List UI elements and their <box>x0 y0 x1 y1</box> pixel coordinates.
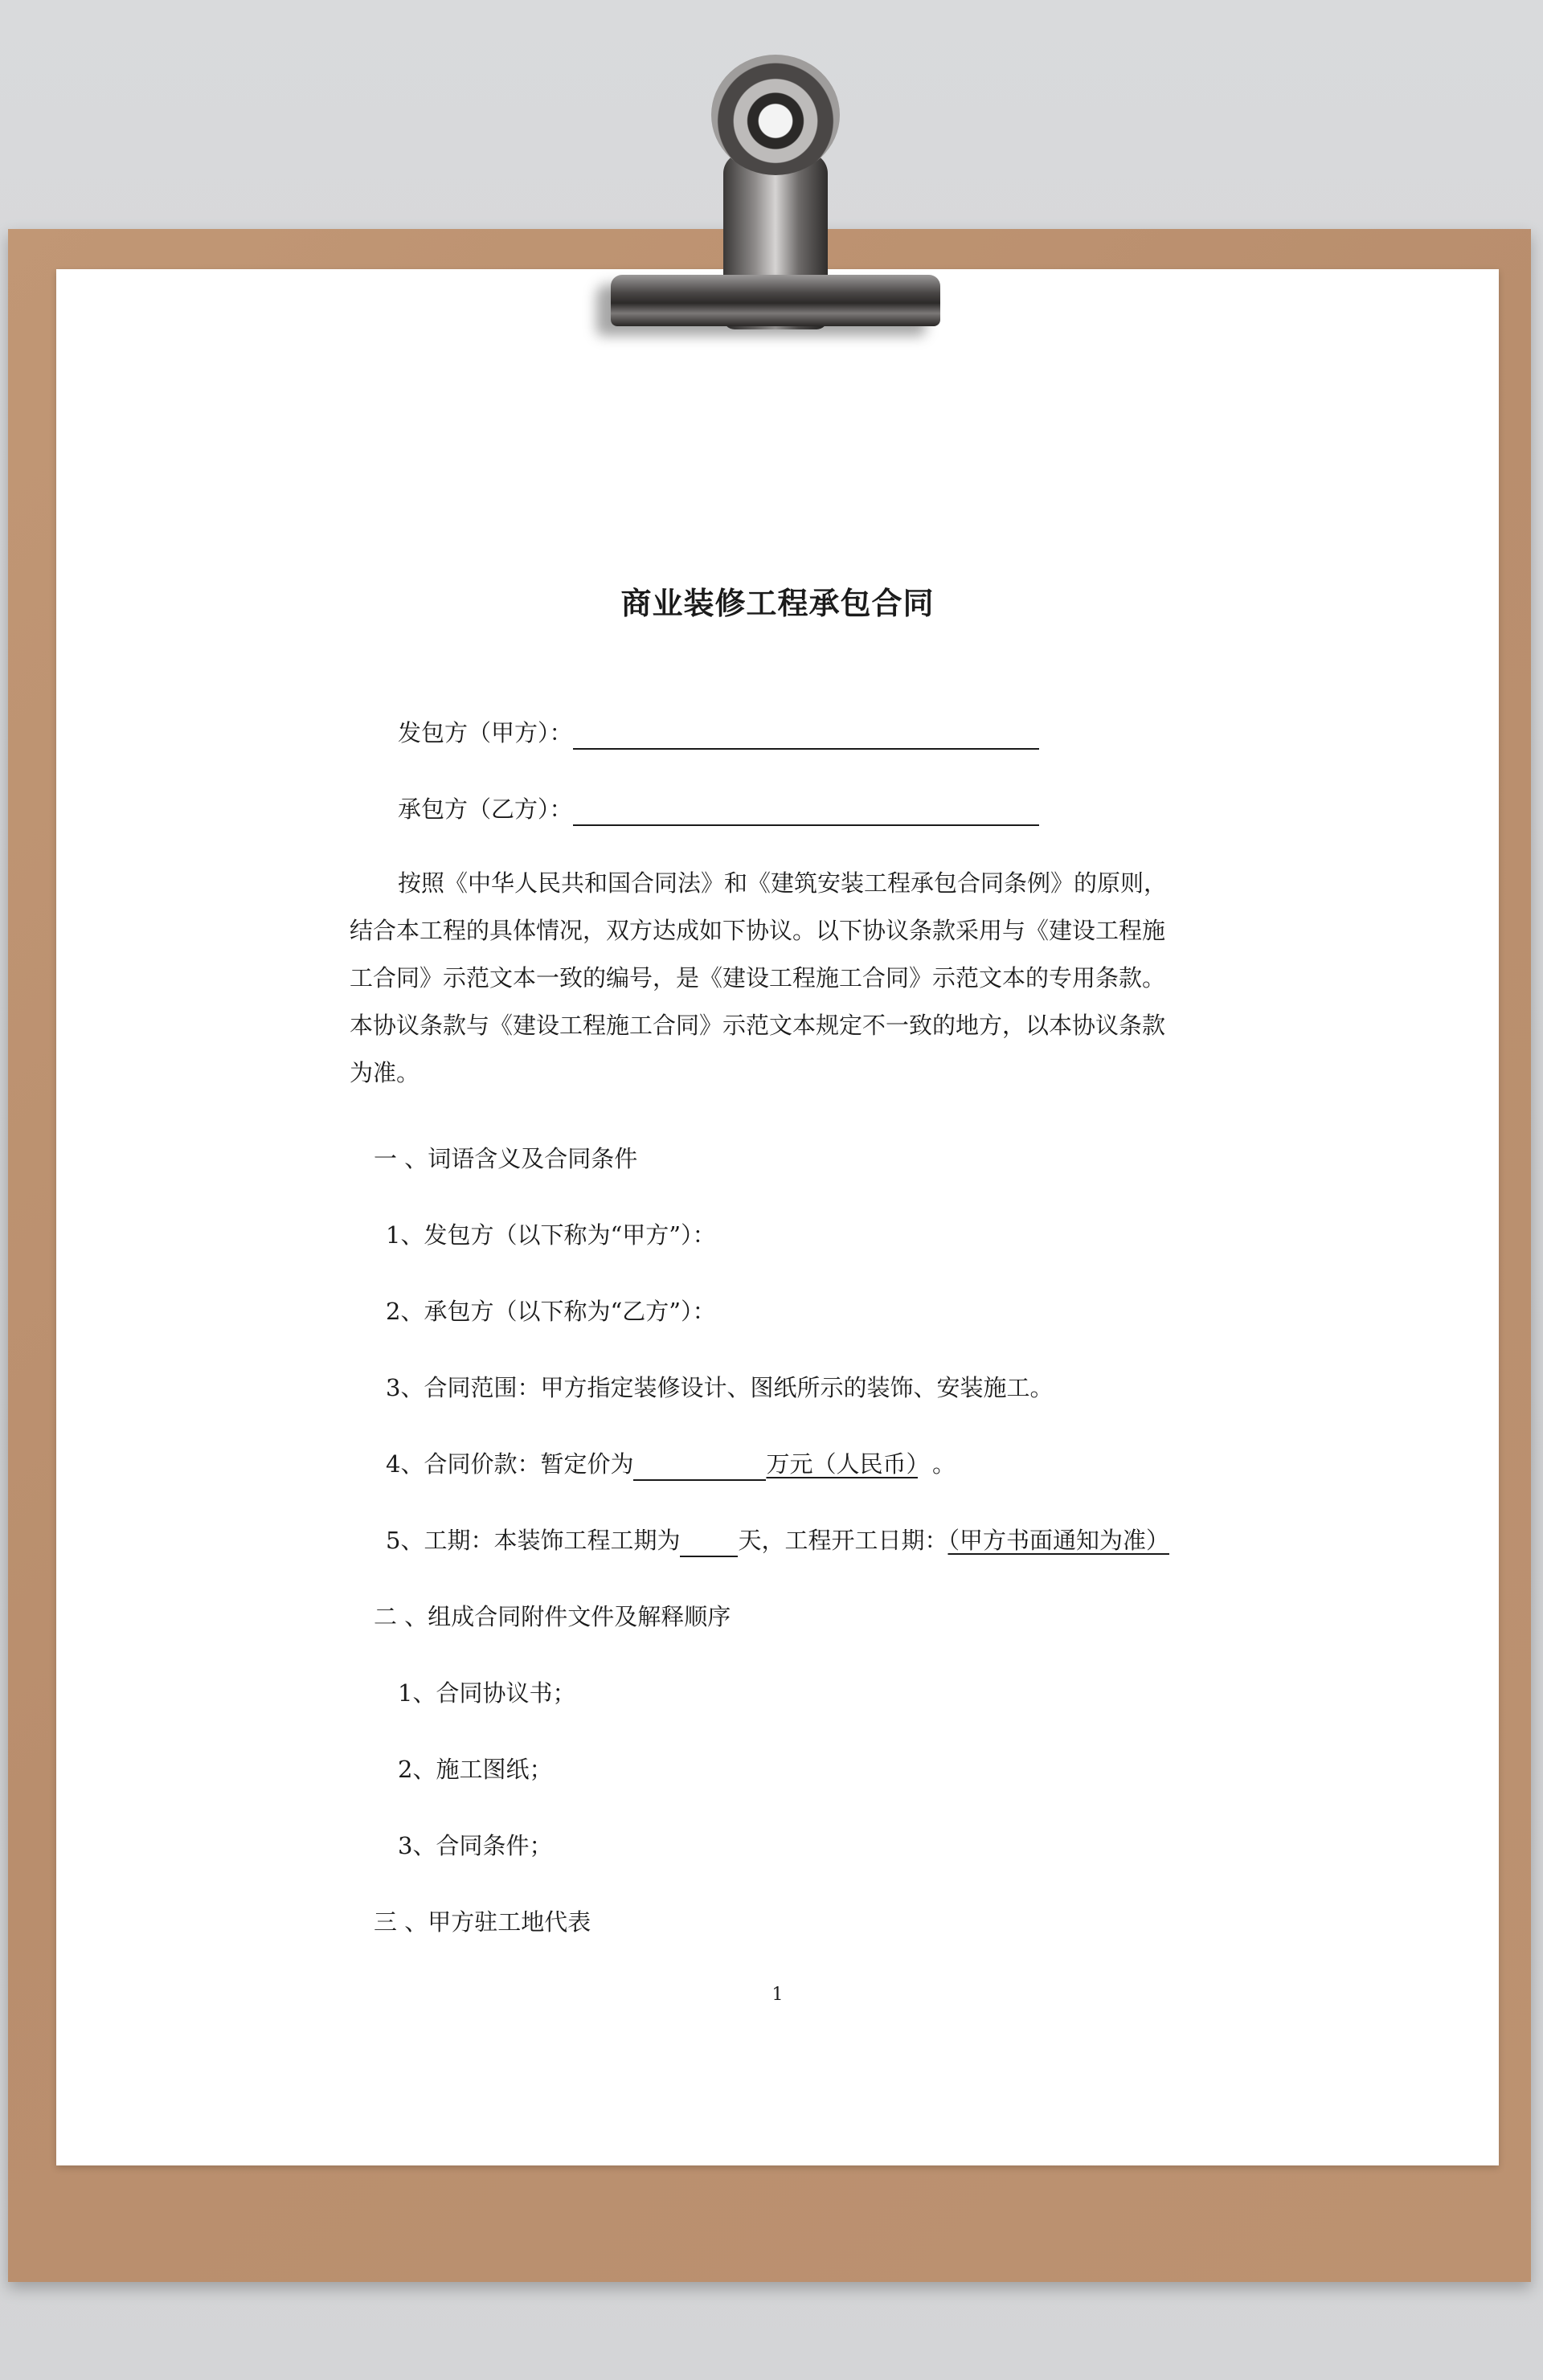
section-1-heading: 一 、词语含义及合同条件 <box>374 1145 638 1172</box>
section-3-heading: 三 、甲方驻工地代表 <box>374 1908 591 1936</box>
section-1-item-1: 1、发包方（以下称为“甲方”）： <box>386 1221 716 1249</box>
party-b-label: 承包方（乙方）： <box>398 795 573 823</box>
page-number: 1 <box>772 1985 784 2005</box>
start-date-note: （甲方书面通知为准） <box>947 1527 1169 1554</box>
section-1-item-5 <box>386 1523 1169 1557</box>
party-a-blank[interactable] <box>573 721 1039 750</box>
contract-document <box>56 269 1499 2165</box>
intro-line: 本协议条款与《建设工程施工合同》示范文本规定不一致的地方，以本协议条款 <box>350 1012 1166 1039</box>
section-2-item-2: 2、施工图纸； <box>398 1756 553 1783</box>
price-blank[interactable] <box>633 1452 766 1481</box>
price-period: 。 <box>931 1450 956 1478</box>
start-date-label: 天，工程开工日期： <box>738 1527 948 1554</box>
section-1-item-3: 3、合同范围：甲方指定装修设计、图纸所示的装饰、安装施工。 <box>386 1374 1054 1401</box>
duration-label: 5、工期：本装饰工程工期为 <box>386 1527 681 1554</box>
binder-clip <box>579 48 948 354</box>
party-a-label: 发包方（甲方）： <box>398 719 573 746</box>
section-1-item-2: 2、承包方（以下称为“乙方”）： <box>386 1298 716 1325</box>
party-b-blank[interactable] <box>573 797 1039 826</box>
intro-line: 工合同》示范文本一致的编号，是《建设工程施工合同》示范文本的专用条款。 <box>350 964 1166 992</box>
price-label: 4、合同价款：暂定价为 <box>386 1450 634 1478</box>
intro-line: 按照《中华人民共和国合同法》和《建筑安装工程承包合同条例》的原则， <box>398 869 1168 897</box>
intro-line: 为准。 <box>350 1059 420 1086</box>
clip-jaw <box>611 275 940 326</box>
section-1-item-4 <box>386 1446 956 1481</box>
intro-line: 结合本工程的具体情况，双方达成如下协议。以下协议条款采用与《建设工程施 <box>350 917 1166 944</box>
clip-ring <box>711 55 840 175</box>
document-title: 商业装修工程承包合同 <box>620 586 935 621</box>
intro-paragraph <box>350 860 1258 1097</box>
party-b-row <box>398 791 1039 826</box>
duration-blank[interactable] <box>680 1528 738 1557</box>
price-unit: 万元（人民币） <box>766 1450 918 1478</box>
section-2-item-1: 1、合同协议书； <box>398 1679 576 1707</box>
section-2-heading: 二 、组成合同附件文件及解释顺序 <box>374 1603 731 1630</box>
party-a-row <box>398 715 1039 750</box>
section-2-item-3: 3、合同条件； <box>398 1832 553 1859</box>
